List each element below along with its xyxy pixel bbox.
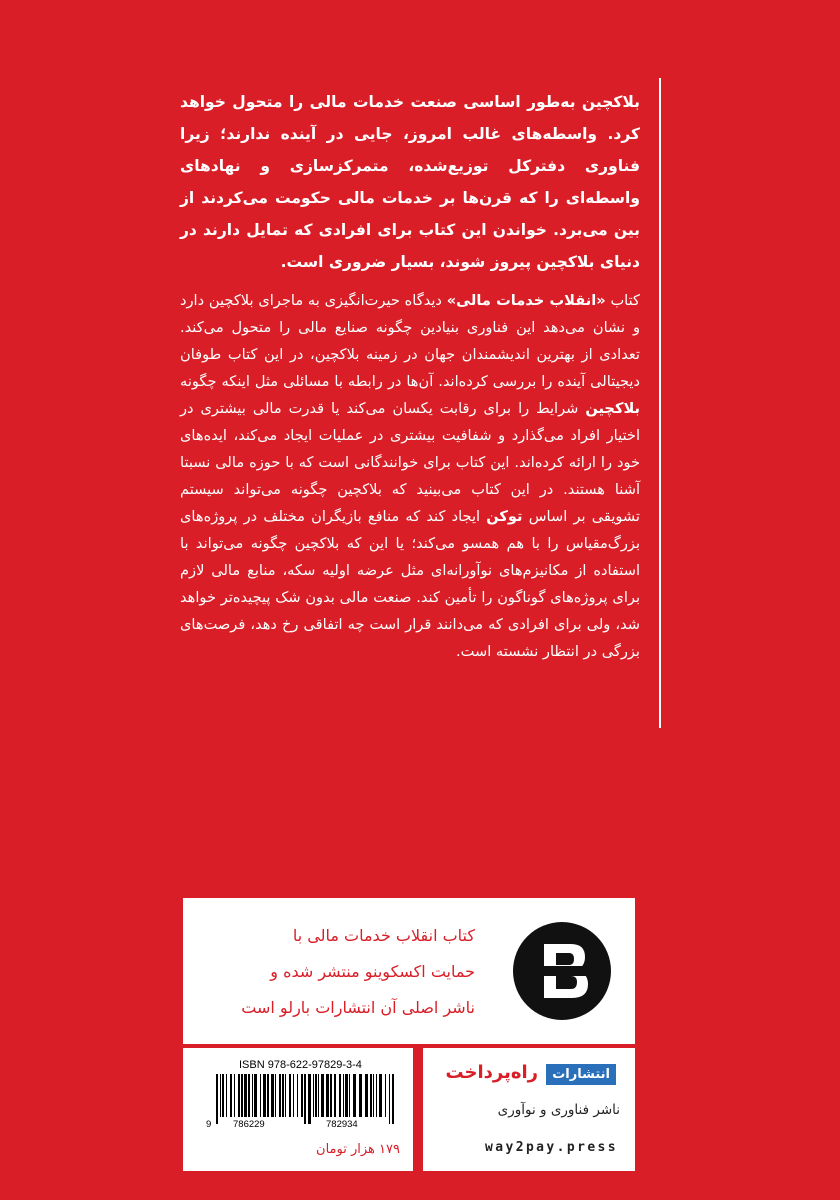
sponsor-line-2: حمایت اکسکوینو منتشر شده و: [270, 962, 475, 981]
publisher-name: راه‌پرداخت: [445, 1062, 538, 1083]
sponsor-line-1: کتاب انقلاب خدمات مالی با: [292, 926, 475, 945]
blurb-paragraph-bold: بلاکچین به‌طور اساسی صنعت خدمات مالی را متحول خواهد کرد. واسطه‌های غالب امروز، جایی در آینده ندارند؛ زیرا فناوری دفترکل توزیع‌شده، متمرکزسازی و نهادهای واسطه‌ای را که قرن‌ها بر خدمات مالی حکومت می‌کردند از بین می‌برد. خواندن این کتاب برای افرادی که تمایل دارند در دنیای بلاکچین پیروز شوند، بسیار ضروری است.: [180, 92, 640, 271]
p2-text-a: کتاب: [605, 291, 640, 309]
barcode-icon: [214, 1074, 398, 1124]
price-label: ۱۷۹ هزار تومان: [316, 1142, 400, 1157]
sponsor-line-3: ناشر اصلی آن انتشارات بارلو است: [241, 998, 475, 1017]
vertical-divider-line: [659, 78, 661, 728]
blockchain-highlight: بلاکچین: [585, 399, 640, 417]
publisher-url[interactable]: way2pay.press: [485, 1140, 618, 1155]
publisher-logo: [441, 1064, 616, 1088]
isbn-number: ISBN 978-622-97829-3-4: [239, 1059, 362, 1071]
p2-text-c: شرایط را برای رقابت یکسان می‌کند یا قدرت مالی بیشتری در اختیار افراد می‌گذارد و شفافیت بیشتری در عملیات ایجاد می‌کند، ایده‌های خود را ارائه کرده‌اند. این کتاب برای خوانندگانی است که با حوزه مالی نسبتا آشنا هستند. در این کتاب می‌بینید که بلاکچین چگونه می‌تواند سیستم تشویقی بر اساس: [180, 399, 640, 525]
token-highlight: توکن: [486, 507, 523, 525]
publisher-tagline: ناشر فناوری و نوآوری: [497, 1102, 620, 1118]
p2-text-b: دیدگاه حیرت‌انگیزی به ماجرای بلاکچین دارد و نشان می‌دهد این فناوری بنیادین چگونه صنایع مالی را متحول می‌کند. تعدادی از بهترین اندیشمندان جهان در زمینه بلاکچین، در این کتاب طوفان دیجیتالی آینده را بررسی کرده‌اند. آن‌ها در رابطه با مسائلی مثل اینکه چگونه: [180, 291, 640, 390]
barcode-group-1: 786229: [233, 1119, 265, 1130]
sponsor-statement: [200, 918, 475, 1026]
publisher-badge: انتشارات: [546, 1064, 616, 1085]
p2-text-d: ایجاد کند که منافع بازیگران مختلف در پروژه‌های بزرگ‌مقیاس را با هم همسو می‌کند؛ یا این که بلاکچین چگونه می‌تواند با استفاده از مکانیزم‌های نوآورانه‌ای مثل عرضه اولیه سکه، منابع مالی لازم برای پروژه‌های گوناگون را تأمین کند. صنعت مالی بدون شک پیچیده‌تر خواهد شد، ولی برای افرادی که می‌دانند قرار است چه اتفاقی رخ دهد، فرصت‌های بزرگی در انتظار نشسته است.: [180, 507, 640, 660]
book-title-highlight: «انقلاب خدمات مالی»: [446, 291, 606, 309]
blurb-paragraph-description: [180, 287, 640, 665]
barlow-b-logo-icon: [513, 922, 611, 1020]
barcode-group-2: 782934: [326, 1119, 358, 1130]
barcode-digit-left: 9: [206, 1119, 212, 1130]
